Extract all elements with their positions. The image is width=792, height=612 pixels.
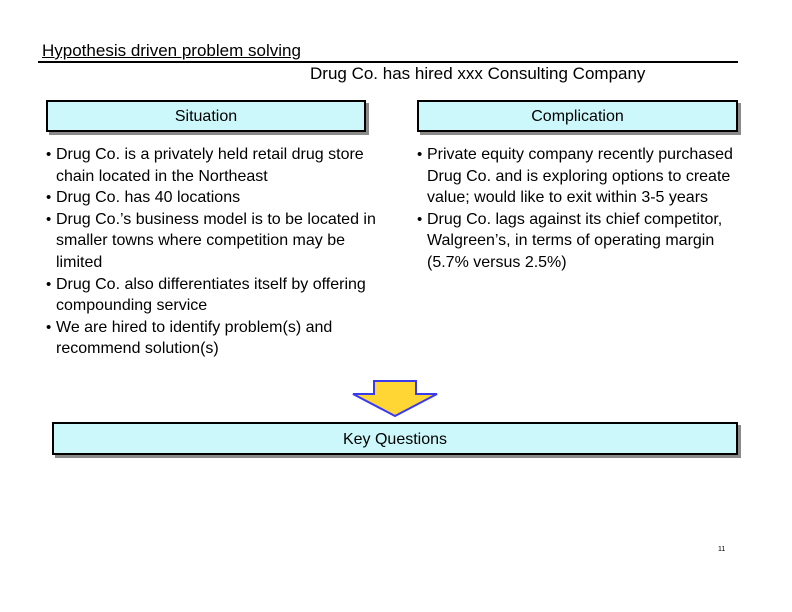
key-questions-header: Key Questions (52, 422, 738, 455)
bullet-dot-icon: • (46, 275, 52, 293)
complication-bullet-list (417, 144, 742, 274)
page-number: 11 (718, 546, 726, 553)
slide-subtitle: Drug Co. has hired xxx Consulting Company (310, 64, 646, 83)
complication-bullet-text: Private equity company recently purchased Drug Co. and is exploring options to create value; would like to exit within 3-5 years (427, 146, 733, 207)
situation-header: Situation (46, 100, 366, 132)
situation-bullet (46, 274, 376, 317)
bullet-dot-icon: • (417, 146, 423, 163)
complication-bullet (417, 144, 742, 209)
situation-bullet-text: Drug Co. is a privately held retail drug store chain located in the Northeast (56, 146, 364, 185)
bullet-dot-icon: • (46, 210, 52, 228)
situation-bullet (46, 317, 376, 360)
bullet-dot-icon: • (46, 146, 52, 163)
situation-bullet-text: Drug Co. also differentiates itself by offering compounding service (56, 275, 366, 315)
situation-bullet (46, 209, 376, 274)
situation-bullet (46, 144, 376, 187)
situation-bullet (46, 187, 376, 209)
bullet-dot-icon: • (417, 210, 423, 228)
situation-bullet-text: We are hired to identify problem(s) and recommend solution(s) (56, 318, 333, 358)
complication-bullet (417, 209, 742, 274)
situation-bullet-text: Drug Co.’s business model is to be located in smaller towns where competition may be limited (56, 210, 376, 271)
complication-header: Complication (417, 100, 738, 132)
situation-bullet-list (46, 144, 376, 360)
bullet-dot-icon: • (46, 189, 52, 207)
bullet-dot-icon: • (46, 318, 52, 336)
complication-bullet-text: Drug Co. lags against its chief competitor, Walgreen’s, in terms of operating margin (5.7% versus 2.5%) (427, 210, 723, 271)
slide-title: Hypothesis driven problem solving (42, 41, 301, 60)
situation-bullet-text: Drug Co. has 40 locations (56, 189, 241, 207)
down-arrow-icon (350, 380, 440, 418)
